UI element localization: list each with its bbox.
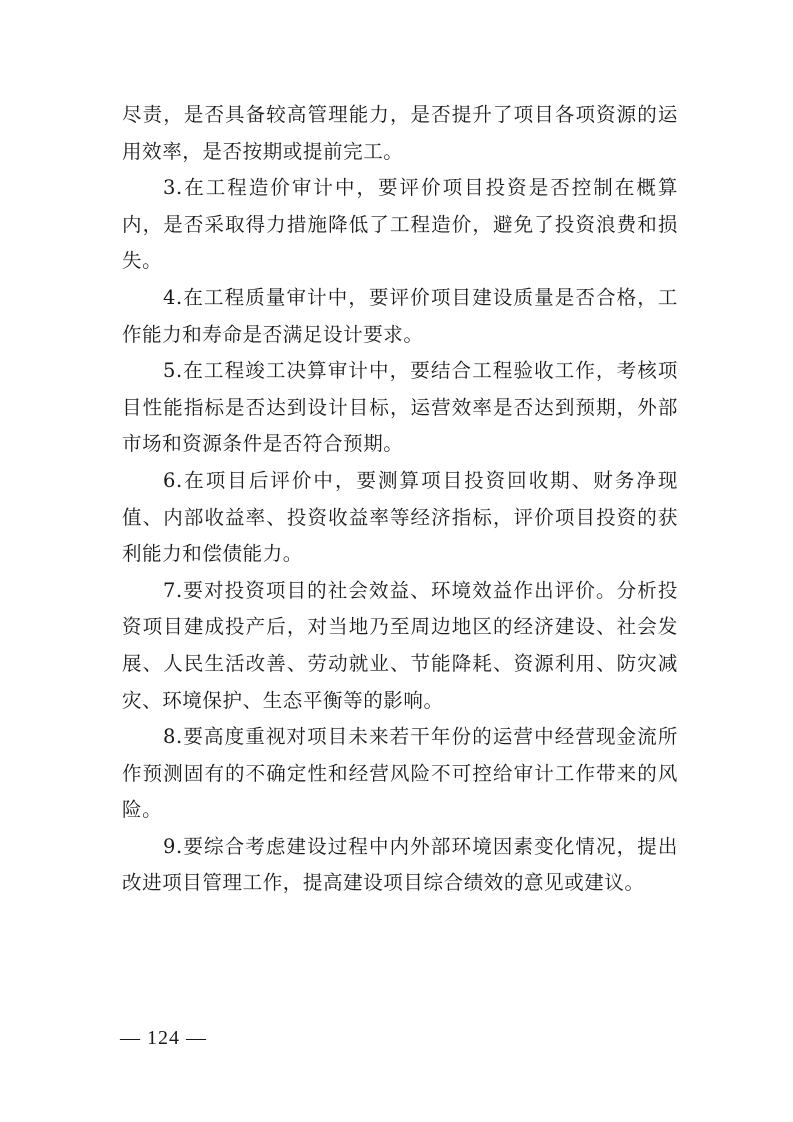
- paragraph-item-4: 4.在工程质量审计中，要评价项目建设质量是否合格，工作能力和寿命是否满足设计要求。: [122, 285, 678, 346]
- paragraph-item-6: 6.在项目后评价中，要测算项目投资回收期、财务净现值、内部收益率、投资收益率等经济指标，评价项目投资的获利能力和偿债能力。: [122, 468, 678, 566]
- page-number: — 124 —: [120, 1027, 207, 1049]
- body-text: [122, 97, 678, 902]
- paragraph-item-9: 9.要综合考虑建设过程中内外部环境因素变化情况，提出改进项目管理工作，提高建设项目综合绩效的意见或建议。: [122, 834, 678, 895]
- paragraph-item-3: 3.在工程造价审计中，要评价项目投资是否控制在概算内，是否采取得力措施降低了工程造价，避免了投资浪费和损失。: [122, 176, 678, 273]
- paragraph-item-5: 5.在工程竣工决算审计中，要结合工程验收工作，考核项目性能指标是否达到设计目标，运营效率是否达到预期，外部市场和资源条件是否符合预期。: [122, 359, 678, 456]
- paragraph-item-8: 8.要高度重视对项目未来若干年份的运营中经营现金流所作预测固有的不确定性和经营风险不可控给审计工作带来的风险。: [122, 725, 678, 822]
- paragraph-continuation: 尽责，是否具备较高管理能力，是否提升了项目各项资源的运用效率，是否按期或提前完工。: [122, 103, 678, 163]
- paragraph-item-7: 7.要对投资项目的社会效益、环境效益作出评价。分析投资项目建成投产后，对当地乃至周边地区的经济建设、社会发展、人民生活改善、劳动就业、节能降耗、资源利用、防灾减灾、环境保护、生态平衡等的影响。: [122, 578, 678, 712]
